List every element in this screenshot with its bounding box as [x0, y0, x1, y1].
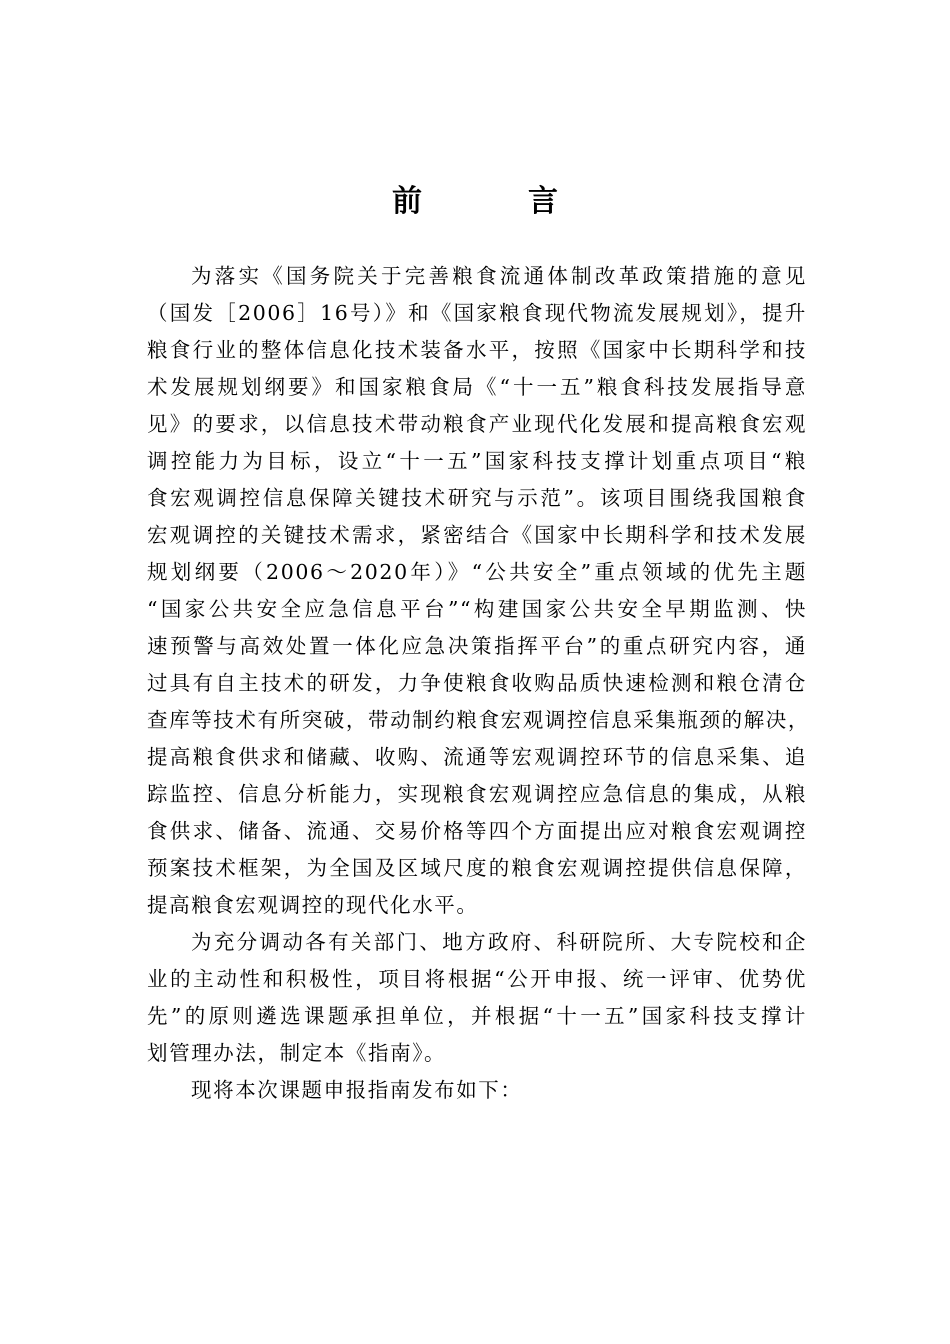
- text-line: 业的主动性和积极性，项目将根据“公开申报、统一评审、优势优: [147, 967, 807, 991]
- text-line: 速预警与高效处置一体化应急决策指挥平台”的重点研究内容，通: [147, 634, 807, 658]
- text-line: 踪监控、信息分析能力，实现粮食宏观调控应急信息的集成，从粮: [147, 782, 807, 806]
- text-line: 为落实《国务院关于完善粮食流通体制改革政策措施的意见: [191, 264, 807, 288]
- paragraph: [147, 258, 810, 924]
- text-line: 术发展规划纲要》和国家粮食局《“十一五”粮食科技发展指导意: [147, 375, 807, 399]
- page-title: 前 言: [392, 184, 596, 219]
- text-line: 粮食行业的整体信息化技术装备水平，按照《国家中长期科学和技: [147, 338, 807, 362]
- text-line: 食供求、储备、流通、交易价格等四个方面提出应对粮食宏观调控: [147, 819, 807, 843]
- text-line: 见》的要求，以信息技术带动粮食产业现代化发展和提高粮食宏观: [147, 412, 807, 436]
- paragraph: [147, 1072, 807, 1109]
- text-line: （国发［2006］16号）》和《国家粮食现代物流发展规划》，提升: [147, 301, 807, 325]
- text-line: 划管理办法，制定本《指南》。: [147, 1041, 447, 1065]
- text-line: “国家公共安全应急信息平台”“构建国家公共安全早期监测、快: [147, 597, 807, 621]
- text-line: 过具有自主技术的研发，力争使粮食收购品质快速检测和粮仓清仓: [147, 671, 807, 695]
- text-line: 预案技术框架，为全国及区域尺度的粮食宏观调控提供信息保障，: [147, 856, 807, 880]
- text-line: 查库等技术有所突破，带动制约粮食宏观调控信息采集瓶颈的解决，: [147, 708, 810, 732]
- document-body: [147, 258, 810, 1109]
- text-line: 调控能力为目标，设立“十一五”国家科技支撑计划重点项目“粮: [147, 449, 807, 473]
- text-line: 规划纲要（2006～2020年）》“公共安全”重点领域的优先主题: [147, 560, 807, 584]
- text-line: 提高粮食供求和储藏、收购、流通等宏观调控环节的信息采集、追: [147, 745, 807, 769]
- text-line: 为充分调动各有关部门、地方政府、科研院所、大专院校和企: [191, 930, 807, 954]
- text-line: 宏观调控的关键技术需求，紧密结合《国家中长期科学和技术发展: [147, 523, 807, 547]
- text-line: 先”的原则遴选课题承担单位，并根据“十一五”国家科技支撑计: [147, 1004, 807, 1028]
- text-line: 提高粮食宏观调控的现代化水平。: [147, 893, 479, 917]
- paragraph: [147, 924, 807, 1072]
- text-line: 食宏观调控信息保障关键技术研究与示范”。该项目围绕我国粮食: [147, 486, 807, 510]
- text-line: 现将本次课题申报指南发布如下：: [191, 1078, 523, 1102]
